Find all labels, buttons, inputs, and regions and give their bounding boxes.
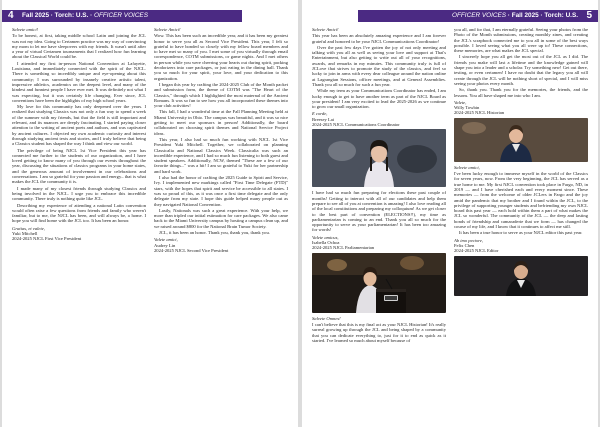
salutation: Salvete Omnes! — [312, 315, 341, 321]
paragraph: My love for this community has only deepened over the years. I realized that studying Classics was not only a fun way to spend a week of the summer with my friends, but that the field is still important and relevant, and its nuances are deeply fascinating. I started paying closer attention to the writing of ancient poets and authors, and was captivated by ancient cultures. I objected my own academic curiosity and interest through studying ancient texts and stories, and I truly believe that being a Classics student has shaped the way I think and view our world. — [12, 104, 146, 147]
signature-block — [12, 226, 146, 242]
paragraph: Describing my experience of attending a national Latin convention would often raise a few questions from friends and family who weren't familiar, but to me, the NJCL has been, and will always be, a home. I hope you will find home with the JCL too. It has been an honor. — [12, 202, 146, 224]
left-column-2 — [154, 27, 288, 421]
paragraph: I attended my first in-person National Convention at Lafayette, Louisiana, and immediately connected with the spirit of the NJCL. There is something so incredibly unique and eye-opening about this community; I was surrounded by insanely creative artistic talent, impressive athletics, academics on the deepest level, and many of the kindest and funniest people I have ever met. It was definitely not what I was expecting, but it was certainly life changing. Ever since, JCL conventions have been the highlights of my high school years. — [12, 60, 146, 103]
author-name: Breesey Lai — [312, 116, 335, 122]
paragraph: I also had the honor of crafting the 2025 Guide to Spirit and Service, Ivy. I implemented new markings called "First Time Delegate (FTD)" stars, with the hopes that spirit and service be accessible to all states. I was so proud of this, as it was once a first time delegate and the only delegate from my state. I hope this guide helped many people out as they navigated National Convention. — [154, 175, 288, 207]
page-number: 4 — [8, 10, 14, 21]
closing: E corde, — [312, 111, 328, 117]
salutation: Salvete amici! — [12, 27, 39, 32]
signature-block — [154, 237, 288, 253]
page-left — [2, 0, 298, 427]
podium-speaker-image — [312, 253, 446, 313]
editor-portrait-image — [454, 256, 588, 296]
left-column-1 — [12, 27, 146, 421]
header-section: OFFICER VOICES — [452, 12, 507, 19]
right-column-2 — [454, 27, 588, 421]
parliamentarian-photo — [312, 129, 446, 187]
right-column-1 — [312, 27, 446, 421]
editor-photo — [454, 256, 588, 296]
page-header-right: OFFICER VOICES · Fall 2025 · Torch: U.S. 5 — [358, 10, 598, 22]
page-number: 5 — [586, 10, 592, 21]
paragraph: So, thank you. Thank you for the memories, the friends, and the lessons. You all have shaped me into who I am. — [454, 87, 588, 98]
paragraph: I made many of my closest friends through studying Classics and being involved in the NJCL. I urge you to embrace this incredible community. There truly is nothing quite like JCL. — [12, 185, 146, 202]
page-header-left: 4 Fall 2025 · Torch: U.S. · OFFICER VOICES — [2, 10, 242, 22]
author-title: 2024-2025 NJCL Communications Coordinator — [312, 122, 400, 128]
paragraph: This year has been an absolutely amazing experience and I am forever grateful and honored to be your NJCL Communications Coordinator! — [312, 33, 446, 44]
paragraph: This fall, I had a wonderful time at the Fall Planning Meeting held at Miami University in Ohio. The campus was beautiful, and it was so nice getting to meet our sponsors in person! Additionally, the board collaborated on choosing spirit themes and National Service Project ideas. — [154, 109, 288, 136]
author-name: Willy Towbin — [454, 105, 480, 111]
signature-block — [312, 111, 446, 127]
author-name: Audrey Lin — [154, 242, 176, 248]
salutation: Salvete Amici! — [312, 27, 339, 32]
paragraph: Wow. This has been such an incredible year, and it has been my greatest honor to serve you all as Second Vice President. This year, I felt so grateful to have bonded so closely with my fellow board members and to have met so many of you. I met some of you virtually through email correspondence, COTM submissions, or game nights. And I met others in person while you were cheering your hearts out during spirit, packing deodorizers into care packages, or just eating in the dining hall. Thank you so much for your spirit, your love, and your dedication to this organization. — [154, 33, 288, 81]
historian-portrait-image — [454, 118, 588, 162]
page-right — [302, 0, 598, 427]
author-name: Isabella Ochoa — [312, 240, 340, 246]
paragraph: Lastly, Nationals was such a great experience. With your help, we more than tripled our initial estimation for care packages. We also came back to the Miami University campus by hosting a campus clean up, and we raised around $800 for the National Brain Tumor Society. — [154, 207, 288, 229]
author-title: 2024-2025 NJCL First Vice President — [12, 236, 82, 242]
author-title: 2024-2025 NJCL Second Vice President — [154, 247, 229, 253]
closing: Valete amicus, — [312, 234, 339, 240]
historian-photo — [454, 118, 588, 162]
speaker-portrait-image — [312, 129, 446, 187]
author-title: 2024-2025 NJCL Historian — [454, 110, 505, 116]
paragraph: JCL, it has been an honor. Thank you, thank you, thank you. — [159, 229, 270, 235]
paragraph: I sincerely hope you all get the most out of the JCL as I did. The friends you make will last a lifetime and the knowledge gained will shape you into a leader and a scholar. Try something new! Get out there, testing, or even certamen! I have no doubt that the legacy you all will create through the JCL will be nothing short of special, and I will miss seeing your photos every month. — [454, 54, 588, 86]
author-name: Yuki Mitchell — [12, 230, 38, 236]
historian-podium-photo — [312, 253, 446, 313]
header-issue: Fall 2025 · Torch: U.S. — [511, 12, 578, 19]
paragraph: I've been lucky enough to immerse myself in the world of the Classics for seven years, now. From the very beginning, the JCL has served as a true home to me. My first NJCL convention took place in Fargo, ND, in 2019 — and I have cherished each and every moment since. These memories — from the welcome of older JCLers in Fargo and the joy amid the pandemic that my brother and I found within the JCL, to the privilege of supporting younger students and befriending my own NJCL board this past year — each hold within them a part of what makes the JCL so wonderful. The community of the JCL — the deep and lasting bonds of friendship and camaraderie that we form — has changed the course of my life, and I know that it continues to affect me still. — [454, 171, 588, 230]
salutation: Salvete amici, — [454, 164, 480, 170]
closing: Valete, — [454, 99, 467, 105]
author-title: 2024-2025 NJCL Editor — [454, 248, 499, 254]
paragraph: It has been a true honor to serve as your NJCL editor this past year. — [459, 230, 583, 236]
paragraph: To be honest, at first, taking middle school Latin and joining the JCL was not my idea. Going to Certamen practice was my way of convincing my mom to let me have sleepovers with my friends. It wasn't until after a year of virtual Certamen tournaments that I realized how fun learning about the Classical World could be. — [12, 33, 146, 60]
paragraph: The privilege of being NJCL 1st Vice President this year has connected me further to the students of our organization, and I have loved getting to know many of you through our events throughout the year, discussing the situations of classics programs in your home states, and the generous amount of involvement in our celebrations and conversations. I am so grateful for your passion and energy– that is what makes the JCL the community it is. — [12, 147, 146, 185]
closing: Valete amici, — [154, 237, 178, 243]
closing: Ab imo pectore, — [454, 237, 484, 243]
paragraph: I can't believe that this is my final act as your NJCL Historian! It's really surreal growing up through the JCL and being shaped by a community that you can dedicate everything to, just for it to end as quick as it started. I've learned so much about myself because of — [312, 321, 446, 343]
header-section: OFFICER VOICES — [93, 12, 148, 19]
paragraph: I began this year by crafting the 2024-2025 Club of the Month packet and submission form, the theme of COTM was "The Heart of the Classics," through which I highlighted the most maternal of the Ancient Romans. It was so fun to see how you all incorporated these themes into your club activities! — [154, 81, 288, 109]
paragraph: I have had so much fun preparing for elections these past couple of months! Getting to interact with all of our candidates and help them prepare to see all of you at convention is amazing! I also love reading all of the local constitutions and preparing my colloquium! As we get closer to the best part of convention (ELECTIONS!!), my time as parliamentarian is coming to an end. Thank you all so much for the opportunity to serve as your parliamentarian! It has been too amazing for words! — [312, 190, 446, 233]
author-title: 2024-2025 NJCL Parliamentarian — [312, 245, 375, 251]
salutation: Salvete Amici! — [154, 27, 181, 32]
paragraph: This year, I also had so much fun working with NJCL 1st Vice President Yuki Mitchell. Together, we collaborated on planning Classicalia and National Classics Week. Classicalia was such an incredible experience, and I had so much fun listening to both guest and student speakers. Additionally, NCW, themed "These are a few of our favorite things..." was a hit! I am so grateful to Yuki for her partnership and hard work. — [154, 136, 288, 174]
paragraph: you all, and for that, I am eternally grateful. Seeing your photos from the Photo of the Month submissions, creating monthly zines, and creating the JCL's scrapbook connected me to you all in some of the best ways possible. I loved seeing what you all were up to! These connections, these memories, are what makes the JCL special. — [454, 27, 588, 54]
paragraph: While my term as your Communications Coordinator has ended, I am lucky enough to get to have another term as part of the NJCL Board as your president! I am very excited to lead the 2025-2026 as we continue to grow our small organization. — [312, 88, 446, 110]
closing: Gratias, et valete, — [12, 225, 45, 231]
signature-block — [454, 238, 588, 254]
signature-block — [312, 235, 446, 251]
header-issue: Fall 2025 · Torch: U.S. — [22, 12, 89, 19]
signature-block — [454, 100, 588, 116]
author-name: Felix Chen — [454, 242, 475, 248]
paragraph: Over the past few days I've gotten the joy of not only meeting and talking with you all as well as seeing your love and support at Thai's Entertainment, but also getting to write out all of your recognitions, awards, and remarks in my minutes. This community truly is full of JCLove that strives to promote the study of the classics, and feel so lucky to join in arms with every dear colleague around the nation online at Lagrangian Sessions, officer meetings, and at General Assemblies. Thank you all so much for such a fun year. — [312, 44, 446, 87]
